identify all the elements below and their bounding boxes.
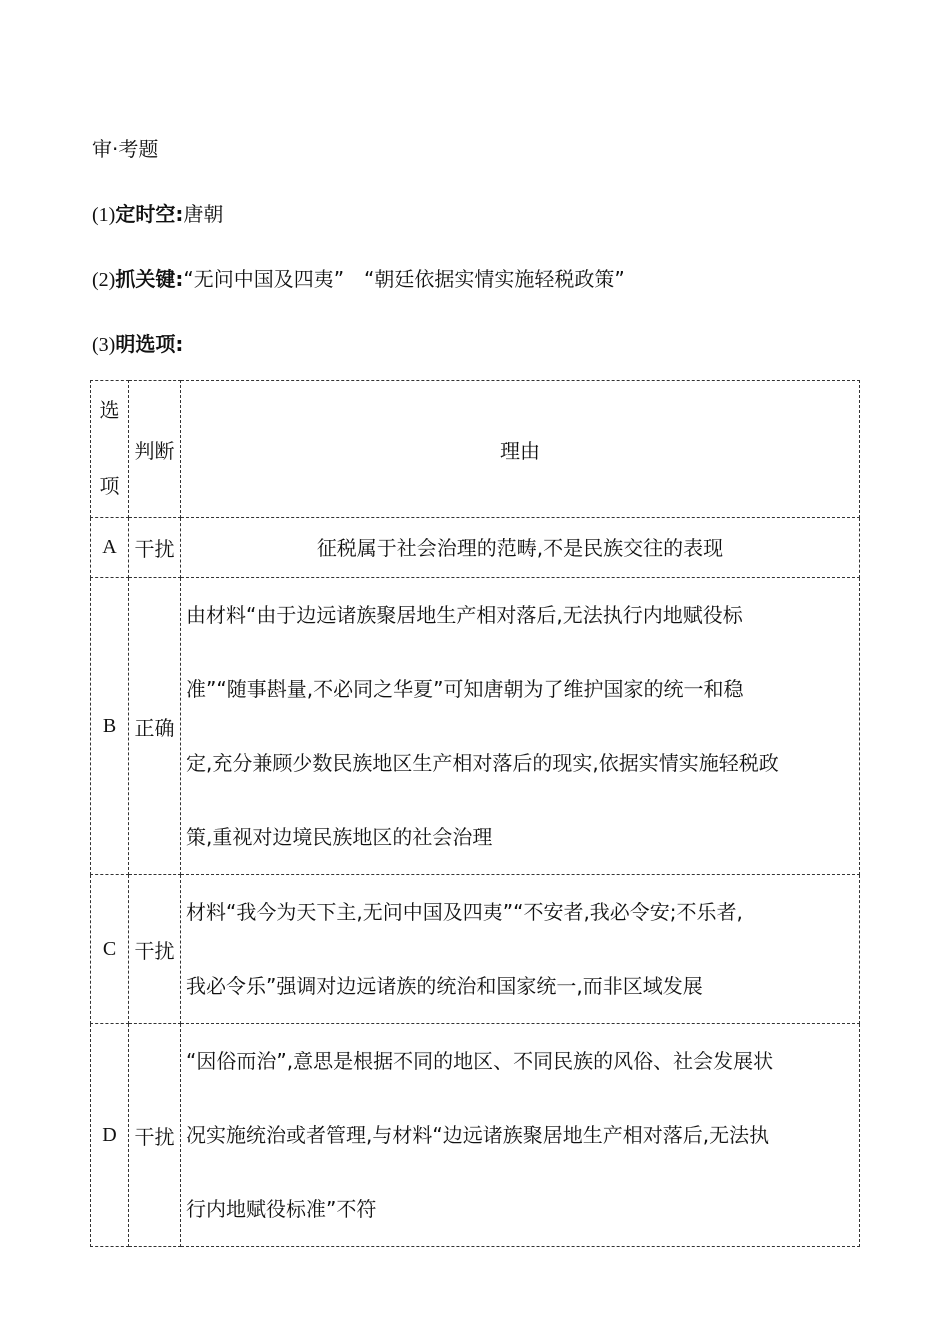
table-header-row [91,381,860,518]
row-reason [181,875,860,1024]
section-heading-text: 审·考题 [92,137,159,161]
row-reason [181,1024,860,1247]
table-row [91,1024,860,1247]
section-heading [92,135,158,163]
reason-line: 策,重视对边境民族地区的社会治理 [186,825,493,849]
header-reason: 理由 [181,381,860,518]
reason-line: 行内地赋役标准”不符 [186,1197,377,1221]
table-row [91,518,860,578]
row-judgment: 正确 [129,578,181,875]
item-label: 抓关键: [115,267,184,291]
item-time-space [92,200,223,229]
row-option: B [91,578,129,875]
item-label: 定时空: [115,202,184,226]
item-options [92,330,183,359]
row-judgment: 干扰 [129,518,181,578]
item-number: (1) [92,204,116,226]
reason-line: 定,充分兼顾少数民族地区生产相对落后的现实,依据实情实施轻税政 [186,751,779,775]
item-text: “无问中国及四夷” “朝廷依据实情实施轻税政策” [183,267,625,291]
reason-line: 准”“随事斟量,不必同之华夏”可知唐朝为了维护国家的统一和稳 [186,677,744,701]
header-option-char: 选 [99,400,120,422]
reason-line: 材料“我今为天下主,无问中国及四夷”“不安者,我必令安;不乐者, [186,900,743,924]
row-option: D [91,1024,129,1247]
options-analysis-table [90,380,860,1247]
item-key-points [92,265,625,294]
header-option [91,381,129,518]
item-text: 唐朝 [183,202,224,226]
item-number: (3) [92,334,116,356]
reason-line: 况实施统治或者管理,与材料“边远诸族聚居地生产相对落后,无法执 [186,1123,770,1147]
row-option: A [91,518,129,578]
reason-line: “因俗而治”,意思是根据不同的地区、不同民族的风俗、社会发展状 [186,1049,774,1073]
row-judgment: 干扰 [129,1024,181,1247]
item-label: 明选项: [115,332,184,356]
reason-line: 我必令乐”强调对边远诸族的统治和国家统一,而非区域发展 [186,974,703,998]
row-judgment: 干扰 [129,875,181,1024]
row-option: C [91,875,129,1024]
row-reason [181,578,860,875]
table-row [91,578,860,875]
item-number: (2) [92,269,116,291]
table-row [91,875,860,1024]
header-option-char: 项 [99,476,120,498]
header-judgment: 判断 [129,381,181,518]
reason-line: 由材料“由于边远诸族聚居地生产相对落后,无法执行内地赋役标 [186,603,743,627]
row-reason: 征税属于社会治理的范畴,不是民族交往的表现 [181,518,860,578]
